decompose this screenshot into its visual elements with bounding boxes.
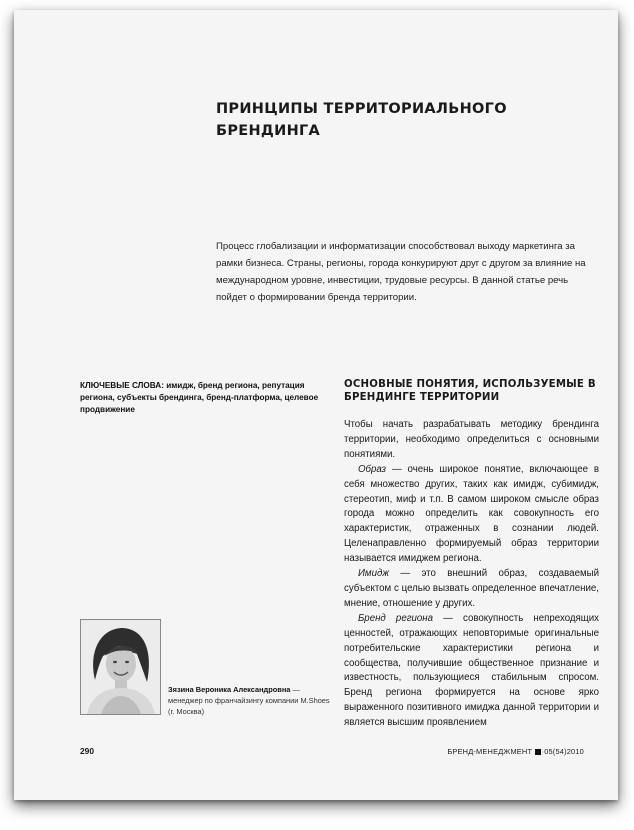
author-name: Зязина Вероника Александровна (168, 685, 291, 694)
square-icon (535, 749, 541, 755)
article-intro: Процесс глобализации и информатизации способствовал выходу маркетинга за рамки бизнеса. Страны, регионы, города конкурируют друг с другом за влияние на международном уровне, инвестиции, трудовые ресурсы. В данной статье речь пойдет о формировании бренда территории. (216, 241, 586, 303)
paragraph-3 (344, 567, 599, 612)
journal-issue: 05(54)2010 (544, 747, 584, 756)
article-title: ПРИНЦИПЫ ТЕРРИТОРИАЛЬНОГО БРЕНДИНГА (216, 101, 507, 139)
journal-footer (447, 747, 584, 756)
keywords: КЛЮЧЕВЫЕ СЛОВА: имидж, бренд региона, репутация региона, субъекты брендинга, бренд-платформа, целевое продвижение (80, 381, 319, 414)
term-obraz: Образ (358, 463, 387, 475)
term-brand-region: Бренд региона (358, 612, 433, 624)
term-imidzh: Имидж (358, 568, 389, 580)
author-info (168, 684, 330, 717)
paragraph-2 (344, 463, 599, 567)
journal-name: БРЕНД-МЕНЕДЖМЕНТ (447, 747, 533, 756)
magazine-page (14, 10, 618, 800)
paragraph-2-text: — очень широкое понятие, включающее в себя множество других, таких как имидж, субимидж, стереотип, миф и т.п. В самом широком смысле образ города можно определить как совокупность его характеристик, отраженных в сознании людей. Целенаправленно формируемый образ территории называется имиджем региона. (344, 463, 599, 565)
paragraph-4 (344, 612, 599, 731)
section-heading: ОСНОВНЫЕ ПОНЯТИЯ, ИСПОЛЬЗУЕМЫЕ В БРЕНДИНГЕ ТЕРРИТОРИИ (344, 379, 596, 403)
page-number: 290 (80, 746, 94, 756)
author-role: — менеджер по франчайзингу компании M.Shoes (г. Москва) (168, 685, 330, 716)
paragraph-1: Чтобы начать разрабатывать методику брендинга территории, необходимо определиться с основными понятиями. (344, 419, 599, 460)
paragraph-3-text: — это внешний образ, создаваемый субъектом с целью вызвать определенное впечатление, мнение, отношение у других. (344, 568, 599, 609)
portrait-icon (81, 620, 160, 714)
article-body (344, 418, 599, 731)
paragraph-4-text: — совокупность непреходящих ценностей, отражающих неповторимые оригинальные потребительские характеристики региона и сообщества, получившие общественное признание и известность, пользующиеся стабильным спросом. Бренд региона формируется на основе ярко выраженного позитивного имиджа данной территории и является высшим проявлением (344, 612, 599, 729)
author-photo (80, 619, 161, 715)
